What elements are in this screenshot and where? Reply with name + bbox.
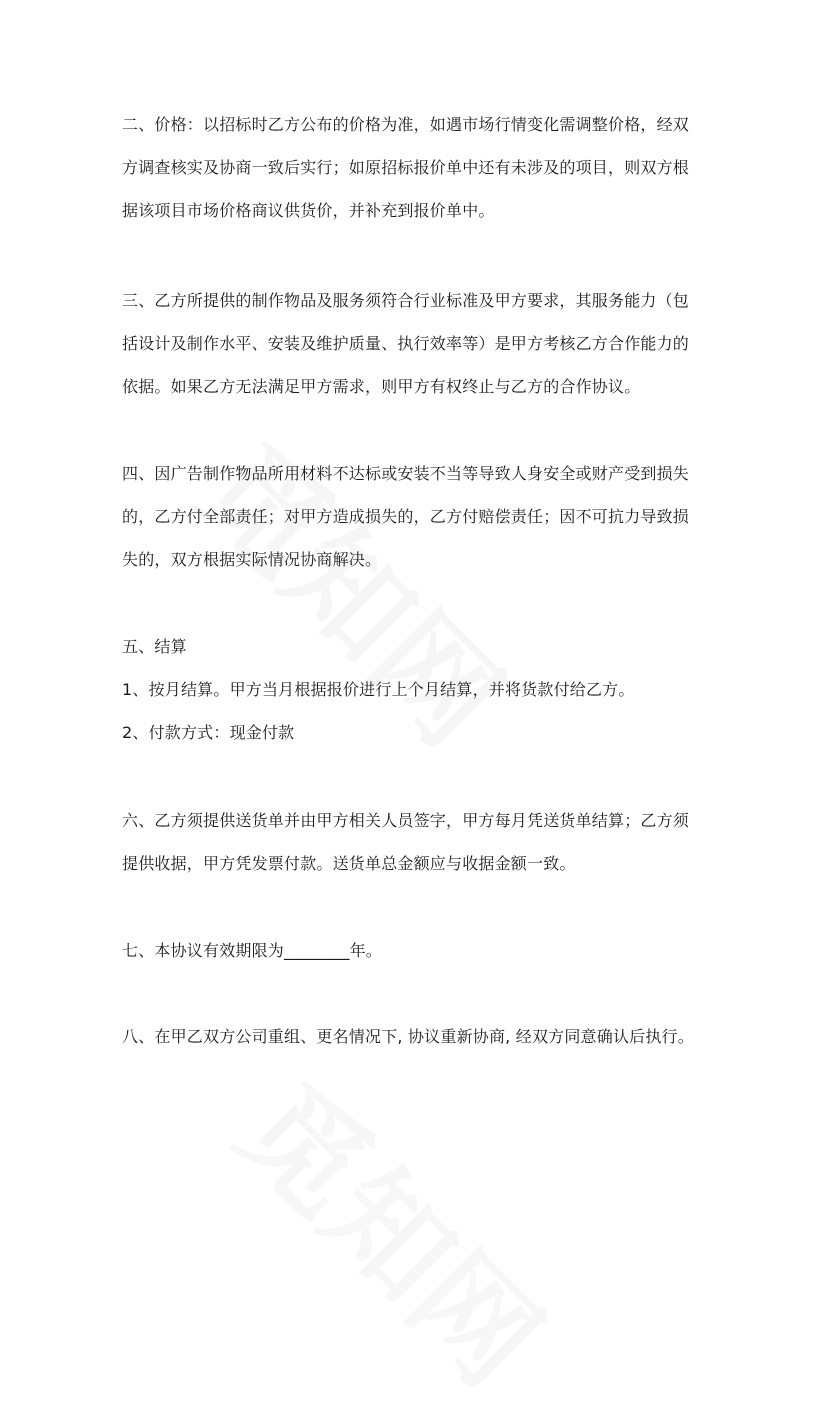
section-validity-line: 七、本协议有效期限为________年。 — [122, 941, 383, 960]
section-liability-line-1: 四、因广告制作物品所用材料不达标或安装不当等导致人身安全或财产受到损失 — [122, 464, 690, 483]
section-service-line-3: 依据。如果乙方无法满足甲方需求，则甲方有权终止与乙方的合作协议。 — [122, 377, 641, 396]
section-price — [122, 103, 722, 232]
section-price-line-3: 据该项目市场价格商议供货价，并补充到报价单中。 — [122, 201, 495, 220]
section-liability — [122, 452, 722, 581]
section-delivery-line-2: 提供收据，甲方凭发票付款。送货单总金额应与收据金额一致。 — [122, 854, 576, 873]
section-settlement-item-1: 1、按月结算。甲方当月根据报价进行上个月结算，并将货款付给乙方。 — [122, 680, 635, 699]
section-service-line-2: 括设计及制作水平、安装及维护质量、执行效率等）是甲方考核乙方合作能力的 — [122, 334, 690, 353]
watermark-bottom — [208, 1040, 584, 1416]
section-settlement-item-2: 2、付款方式：现金付款 — [122, 723, 295, 742]
section-delivery-line-1: 六、乙方须提供送货单并由甲方相关人员签字，甲方每月凭送货单结算；乙方须 — [122, 811, 690, 830]
section-restructure-line: 八、在甲乙双方公司重组、更名情况下, 协议重新协商, 经双方同意确认后执行。 — [122, 1027, 694, 1046]
section-validity — [122, 929, 722, 972]
section-liability-line-2: 的，乙方付全部责任；对甲方造成损失的，乙方付赔偿责任；因不可抗力导致损 — [122, 507, 690, 526]
section-price-line-1: 二、价格：以招标时乙方公布的价格为准，如遇市场行情变化需调整价格，经双 — [122, 115, 690, 134]
section-price-line-2: 方调查核实及协商一致后实行；如原招标报价单中还有未涉及的项目，则双方根 — [122, 158, 690, 177]
section-settlement-title: 五、结算 — [122, 637, 187, 656]
section-service — [122, 279, 722, 408]
section-restructure — [122, 1015, 722, 1058]
section-delivery — [122, 799, 722, 885]
section-liability-line-3: 失的，双方根据实际情况协商解决。 — [122, 550, 382, 569]
section-service-line-1: 三、乙方所提供的制作物品及服务须符合行业标准及甲方要求，其服务能力（包 — [122, 291, 690, 310]
section-settlement — [122, 625, 722, 754]
